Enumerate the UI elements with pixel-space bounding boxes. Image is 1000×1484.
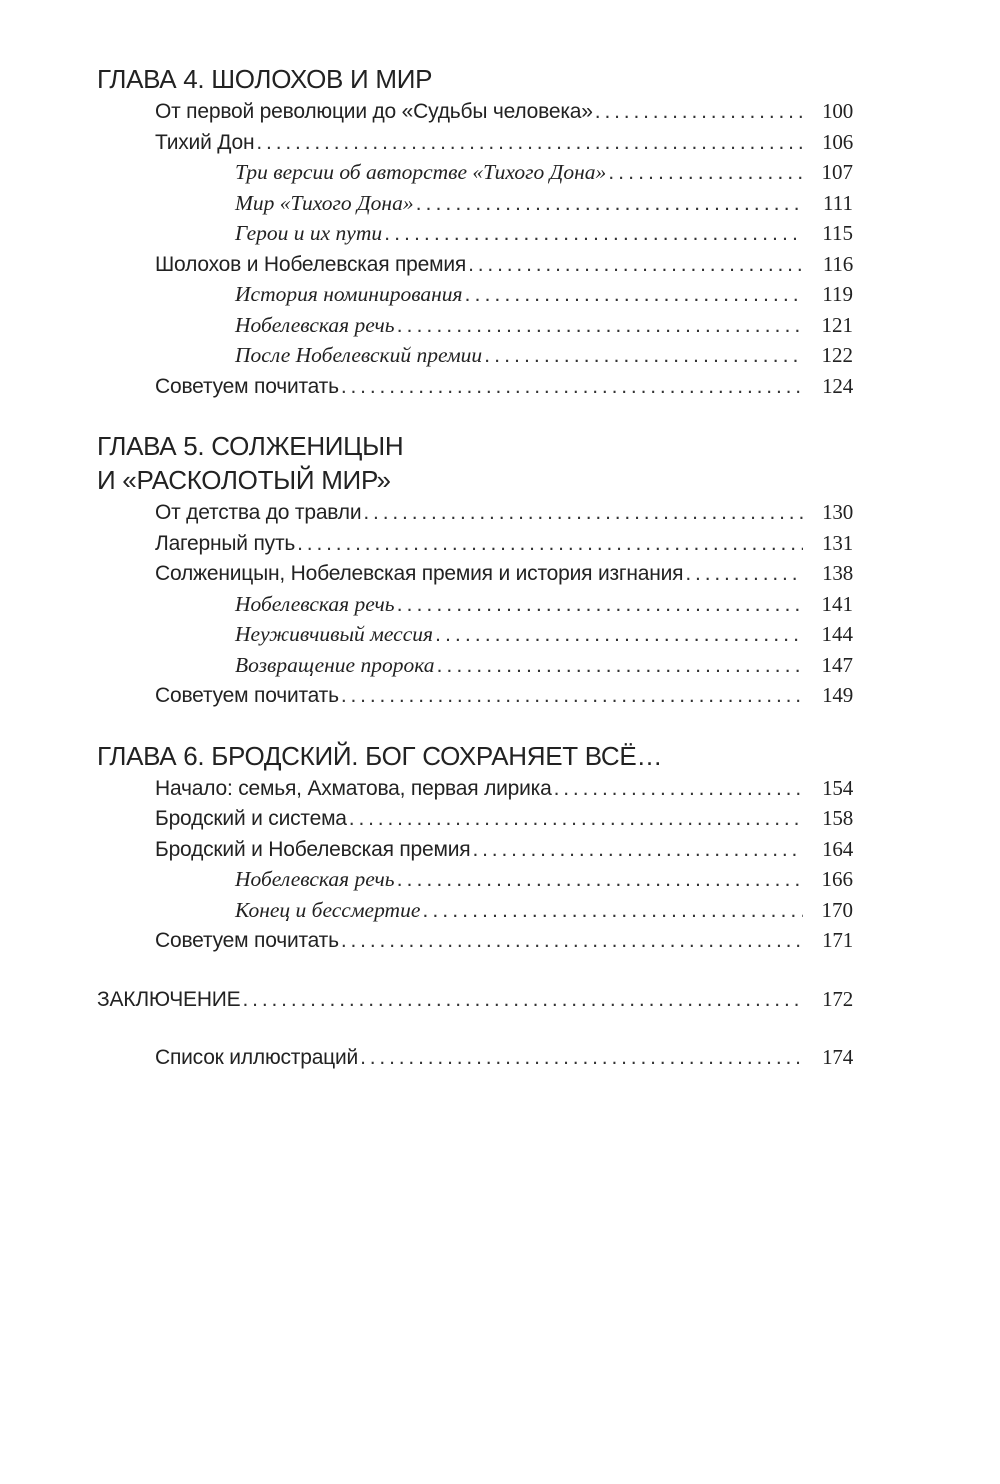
dot-leader xyxy=(349,804,803,835)
toc-subentry[interactable] xyxy=(97,895,853,926)
entry-page: 106 xyxy=(822,129,853,154)
toc-subentry[interactable] xyxy=(97,589,853,620)
entry-title: Нобелевская речь xyxy=(235,591,395,616)
toc-subentry[interactable] xyxy=(97,157,853,188)
toc-entry[interactable] xyxy=(97,925,853,956)
toc-subentry[interactable] xyxy=(97,340,853,371)
entry-title: Шолохов и Нобелевская премия xyxy=(155,252,467,276)
entry-title: Конец и бессмертие xyxy=(235,897,421,922)
entry-title: От первой революции до «Судьбы человека» xyxy=(155,100,593,123)
entry-page: 141 xyxy=(821,591,853,616)
toc-entry[interactable] xyxy=(97,680,853,711)
entry-title: Возвращение пророка xyxy=(235,652,435,677)
dot-leader xyxy=(341,372,803,403)
entry-page: 107 xyxy=(821,160,853,184)
dot-leader xyxy=(422,895,803,926)
dot-leader xyxy=(397,310,803,341)
dot-leader xyxy=(472,835,803,866)
dot-leader xyxy=(436,650,803,681)
dot-leader xyxy=(608,157,803,188)
dot-leader xyxy=(554,774,803,805)
entry-page: 131 xyxy=(822,530,853,555)
table-of-contents xyxy=(97,62,853,1073)
dot-leader xyxy=(384,218,803,249)
chapter-title-line-2: И «РАСКОЛОТЫЙ МИР» xyxy=(97,465,391,495)
dot-leader xyxy=(360,1043,803,1074)
chapter-entries xyxy=(97,96,853,401)
chapter-title-line-1: ГЛАВА 5. СОЛЖЕНИЦЫН xyxy=(97,431,404,461)
entry-page: 119 xyxy=(822,282,853,306)
toc-entry[interactable] xyxy=(97,834,853,865)
dot-leader xyxy=(256,128,803,159)
chapter-5 xyxy=(97,429,853,711)
chapter-title xyxy=(97,429,853,497)
toc-subentry[interactable] xyxy=(97,310,853,341)
dot-leader xyxy=(595,97,803,128)
entry-page: 172 xyxy=(822,986,853,1011)
dot-leader xyxy=(397,589,803,620)
entry-page: 166 xyxy=(821,867,853,891)
conclusion-block xyxy=(97,984,853,1015)
dot-leader xyxy=(243,985,804,1016)
toc-entry-illustrations[interactable] xyxy=(97,1042,853,1073)
entry-page: 124 xyxy=(822,373,853,398)
toc-entry[interactable] xyxy=(97,803,853,834)
dot-leader xyxy=(341,926,803,957)
entry-title: Мир «Тихого Дона» xyxy=(235,190,414,215)
entry-title: Тихий Дон xyxy=(155,130,255,154)
dot-leader xyxy=(465,279,803,310)
entry-title: Бродский и система xyxy=(155,807,347,830)
entry-title: Начало: семья, Ахматова, первая лирика xyxy=(155,776,552,800)
toc-subentry[interactable] xyxy=(97,619,853,650)
toc-entry[interactable] xyxy=(97,249,853,280)
toc-subentry[interactable] xyxy=(97,864,853,895)
toc-subentry[interactable] xyxy=(97,218,853,249)
chapter-title: ГЛАВА 6. БРОДСКИЙ. БОГ СОХРАНЯЕТ ВСЁ… xyxy=(97,740,663,771)
entry-title: Герои и их пути xyxy=(235,221,383,245)
dot-leader xyxy=(484,340,803,371)
toc-entry[interactable] xyxy=(97,773,853,804)
entry-title: После Нобелевский премии xyxy=(235,343,483,367)
toc-entry[interactable] xyxy=(97,558,853,589)
chapter-entries xyxy=(97,773,853,956)
entry-page: 116 xyxy=(822,251,853,276)
entry-title: Лагерный путь xyxy=(155,531,296,555)
entry-page: 100 xyxy=(822,99,853,123)
toc-subentry[interactable] xyxy=(97,650,853,681)
chapter-entries xyxy=(97,497,853,711)
entry-page: 121 xyxy=(821,312,853,337)
entry-page: 138 xyxy=(822,561,853,585)
illustrations-block xyxy=(97,1042,853,1073)
chapter-4 xyxy=(97,62,853,401)
toc-entry[interactable] xyxy=(97,371,853,402)
entry-page: 149 xyxy=(822,683,853,707)
toc-entry[interactable] xyxy=(97,497,853,528)
dot-leader xyxy=(341,681,803,712)
dot-leader xyxy=(416,188,803,219)
entry-page: 122 xyxy=(821,343,853,367)
entry-title: Нобелевская речь xyxy=(235,312,395,337)
toc-entry[interactable] xyxy=(97,127,853,158)
toc-subentry[interactable] xyxy=(97,279,853,310)
entry-page: 111 xyxy=(823,190,853,215)
dot-leader xyxy=(363,498,803,529)
entry-title: Нобелевская речь xyxy=(235,867,395,891)
entry-title: Солженицын, Нобелевская премия и история изгнания xyxy=(155,562,684,585)
entry-page: 164 xyxy=(822,836,853,861)
entry-title: Советуем почитать xyxy=(155,929,339,952)
entry-title: Неуживчивый мессия xyxy=(235,622,433,646)
entry-page: 171 xyxy=(822,928,853,952)
entry-title: От детства до травли xyxy=(155,501,362,524)
dot-leader xyxy=(397,864,803,895)
entry-title: ЗАКЛЮЧЕНИЕ xyxy=(97,987,241,1011)
dot-leader xyxy=(297,529,803,560)
dot-leader xyxy=(435,619,803,650)
toc-entry[interactable] xyxy=(97,528,853,559)
entry-title: Советуем почитать xyxy=(155,684,339,707)
entry-title: Бродский и Нобелевская премия xyxy=(155,837,471,861)
toc-entry-conclusion[interactable] xyxy=(97,984,853,1015)
entry-page: 115 xyxy=(822,221,853,245)
entry-page: 170 xyxy=(821,897,853,922)
entry-title: История номинирования xyxy=(235,282,463,306)
entry-page: 154 xyxy=(822,775,853,800)
chapter-6 xyxy=(97,739,853,956)
toc-subentry[interactable] xyxy=(97,188,853,219)
entry-page: 147 xyxy=(821,652,853,677)
chapter-title: ГЛАВА 4. ШОЛОХОВ И МИР xyxy=(97,64,433,94)
dot-leader xyxy=(685,559,803,590)
entry-title: Список иллюстраций xyxy=(155,1046,359,1069)
entry-page: 174 xyxy=(822,1045,853,1069)
entry-title: Советуем почитать xyxy=(155,374,339,398)
entry-page: 158 xyxy=(822,806,853,830)
entry-page: 130 xyxy=(822,500,853,524)
entry-page: 144 xyxy=(821,622,853,646)
dot-leader xyxy=(468,250,803,281)
toc-entry[interactable] xyxy=(97,96,853,127)
entry-title: Три версии об авторстве «Тихого Дона» xyxy=(235,160,607,184)
